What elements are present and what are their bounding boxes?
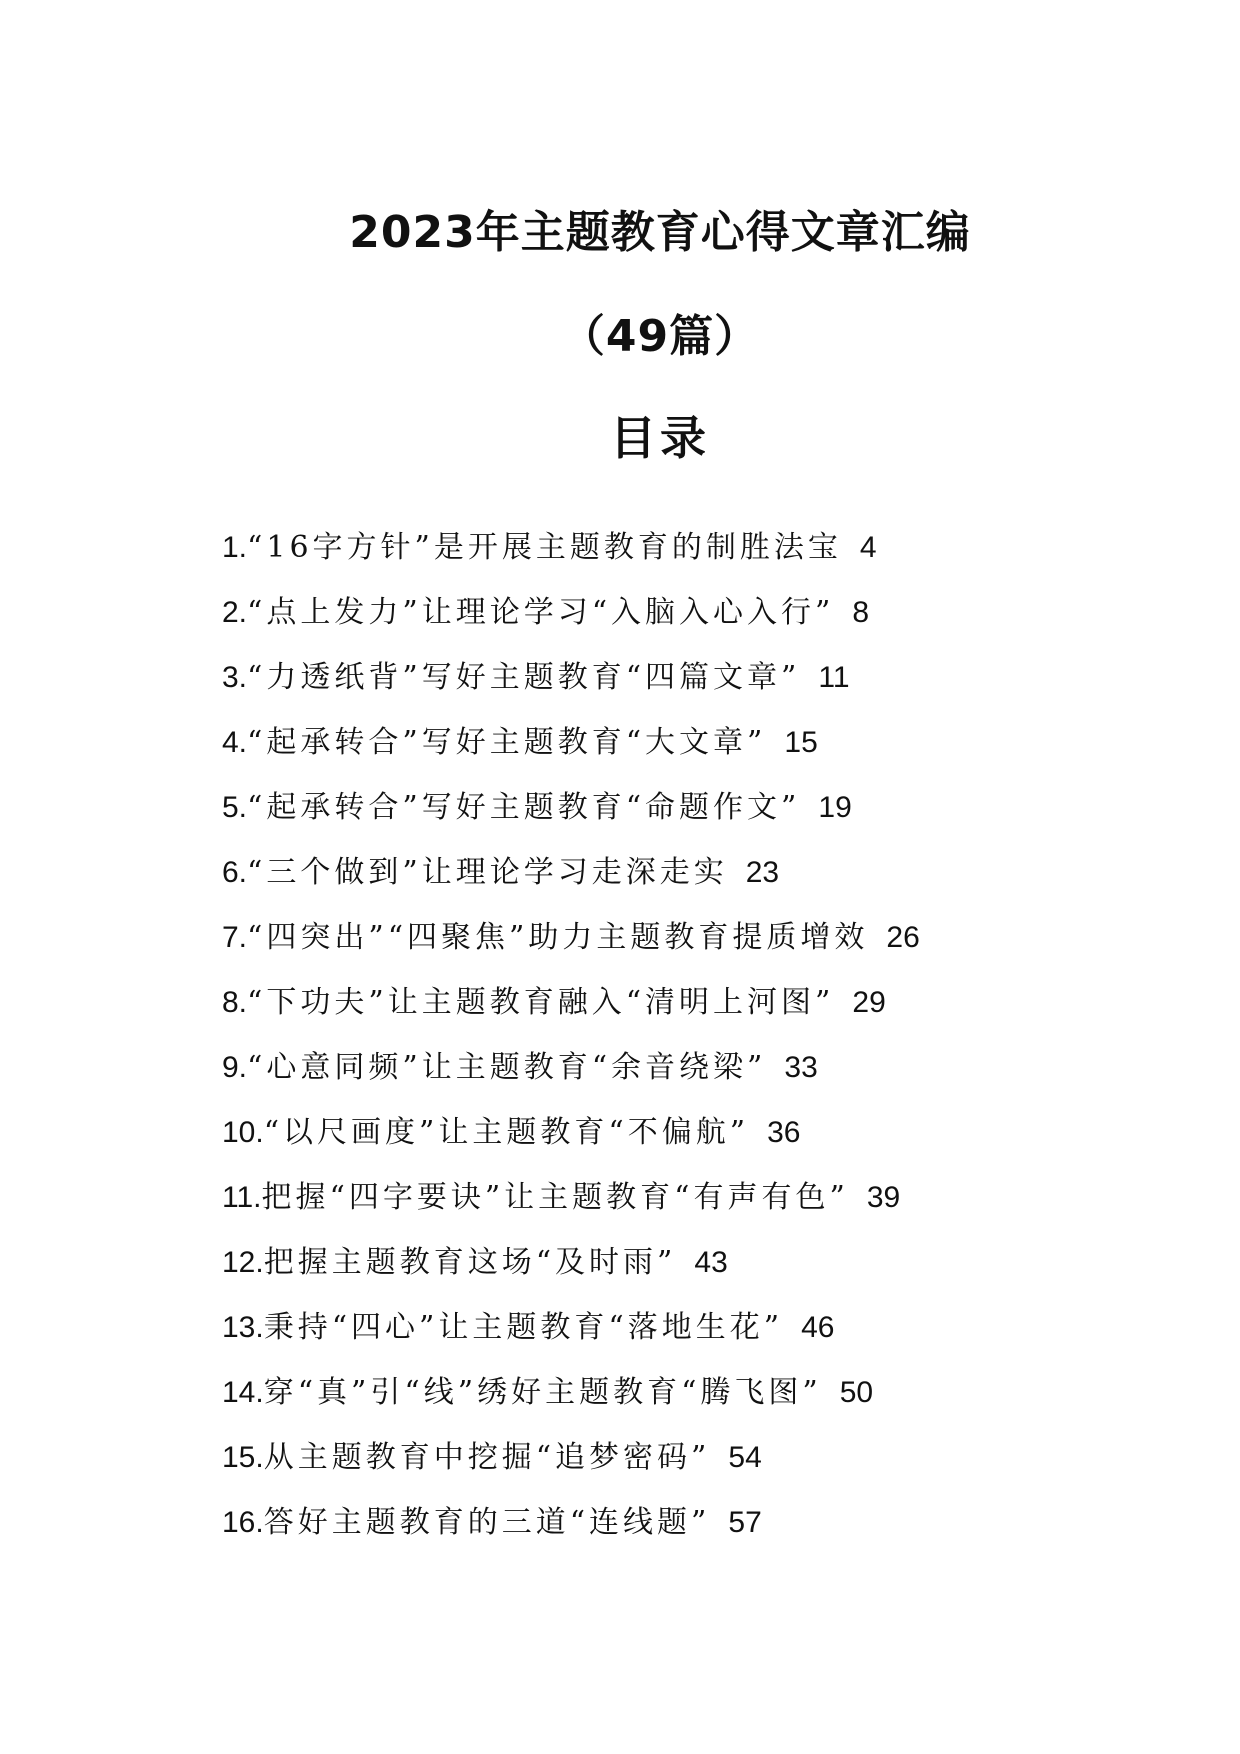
toc-entry-number: 2. — [222, 596, 248, 629]
toc-entry[interactable] — [222, 782, 1042, 847]
toc-entry-title: “心意同频”让主题教育“余音绕梁” — [247, 1050, 767, 1085]
toc-entry-number: 11. — [222, 1181, 262, 1214]
toc-heading: 目录 — [610, 411, 710, 465]
toc-entry-number: 15. — [222, 1441, 264, 1474]
toc-entry[interactable] — [222, 717, 1042, 782]
toc-entry-page: 26 — [886, 921, 920, 954]
toc-entry-number: 6. — [222, 856, 248, 889]
toc-entry-page: 36 — [767, 1116, 801, 1149]
toc-entry-number: 5. — [222, 791, 248, 824]
toc-entry[interactable] — [222, 1497, 1042, 1562]
toc-entry-title: “力透纸背”写好主题教育“四篇文章” — [247, 660, 801, 695]
toc-entry[interactable] — [222, 1237, 1042, 1302]
toc-entry-page: 46 — [801, 1311, 835, 1344]
toc-entry-page: 11 — [818, 661, 850, 694]
toc-entry-number: 1. — [222, 531, 248, 564]
toc-entry-title: 穿“真”引“线”绣好主题教育“腾飞图” — [263, 1375, 822, 1410]
toc-entry[interactable] — [222, 977, 1042, 1042]
toc-entry[interactable] — [222, 1107, 1042, 1172]
toc-entry-page: 4 — [859, 531, 877, 564]
toc-entry-page: 33 — [784, 1051, 818, 1084]
toc-entry[interactable] — [222, 847, 1042, 912]
toc-entry-title: “16字方针”是开展主题教育的制胜法宝 — [247, 530, 842, 565]
toc-entry-title: “下功夫”让主题教育融入“清明上河图” — [247, 985, 835, 1020]
toc-entry-page: 23 — [745, 856, 780, 889]
toc-entry-number: 13. — [222, 1311, 264, 1344]
toc-entry[interactable] — [222, 1042, 1042, 1107]
toc-entry[interactable] — [222, 1302, 1042, 1367]
toc-entry-number: 14. — [222, 1376, 264, 1409]
toc-entry[interactable] — [222, 522, 1042, 587]
document-title: 2023年主题教育心得文章汇编 — [349, 207, 971, 258]
toc-entry[interactable] — [222, 652, 1042, 717]
table-of-contents — [222, 522, 1042, 1562]
toc-entry-title: “起承转合”写好主题教育“命题作文” — [247, 790, 801, 825]
toc-entry-title: “起承转合”写好主题教育“大文章” — [247, 725, 767, 760]
toc-entry-number: 8. — [222, 986, 248, 1019]
toc-entry-number: 10. — [222, 1116, 264, 1149]
toc-entry-page: 29 — [852, 986, 886, 1019]
toc-entry[interactable] — [222, 1367, 1042, 1432]
toc-entry-number: 7. — [222, 921, 248, 954]
toc-entry[interactable] — [222, 587, 1042, 652]
toc-entry-page: 57 — [728, 1506, 762, 1539]
toc-entry-title: 秉持“四心”让主题教育“落地生花” — [263, 1310, 784, 1345]
toc-entry-page: 8 — [852, 596, 870, 629]
toc-entry-page: 39 — [866, 1181, 901, 1214]
toc-entry-page: 15 — [784, 726, 818, 759]
toc-entry-title: “以尺画度”让主题教育“不偏航” — [263, 1115, 750, 1150]
toc-entry-page: 19 — [818, 791, 852, 824]
toc-entry-number: 9. — [222, 1051, 248, 1084]
toc-entry-page: 54 — [728, 1441, 762, 1474]
toc-entry[interactable] — [222, 1172, 1042, 1237]
toc-entry-number: 16. — [222, 1506, 264, 1539]
toc-entry-title: 把握主题教育这场“及时雨” — [263, 1245, 677, 1280]
toc-entry-title: 答好主题教育的三道“连线题” — [263, 1505, 711, 1540]
toc-entry-title: 从主题教育中挖掘“追梦密码” — [263, 1440, 711, 1475]
toc-entry-number: 3. — [222, 661, 248, 694]
toc-entry-number: 12. — [222, 1246, 264, 1279]
toc-entry[interactable] — [222, 1432, 1042, 1497]
toc-entry-title: 把握“四字要诀”让主题教育“有声有色” — [261, 1180, 849, 1215]
toc-entry-page: 43 — [694, 1246, 728, 1279]
toc-entry-title: “三个做到”让理论学习走深走实 — [247, 855, 728, 890]
toc-entry-number: 4. — [222, 726, 248, 759]
toc-entry[interactable] — [222, 912, 1042, 977]
document-subtitle: （49篇） — [560, 311, 760, 362]
toc-entry-title: “四突出”“四聚焦”助力主题教育提质增效 — [247, 920, 869, 955]
toc-entry-page: 50 — [839, 1376, 874, 1409]
toc-entry-title: “点上发力”让理论学习“入脑入心入行” — [247, 595, 835, 630]
